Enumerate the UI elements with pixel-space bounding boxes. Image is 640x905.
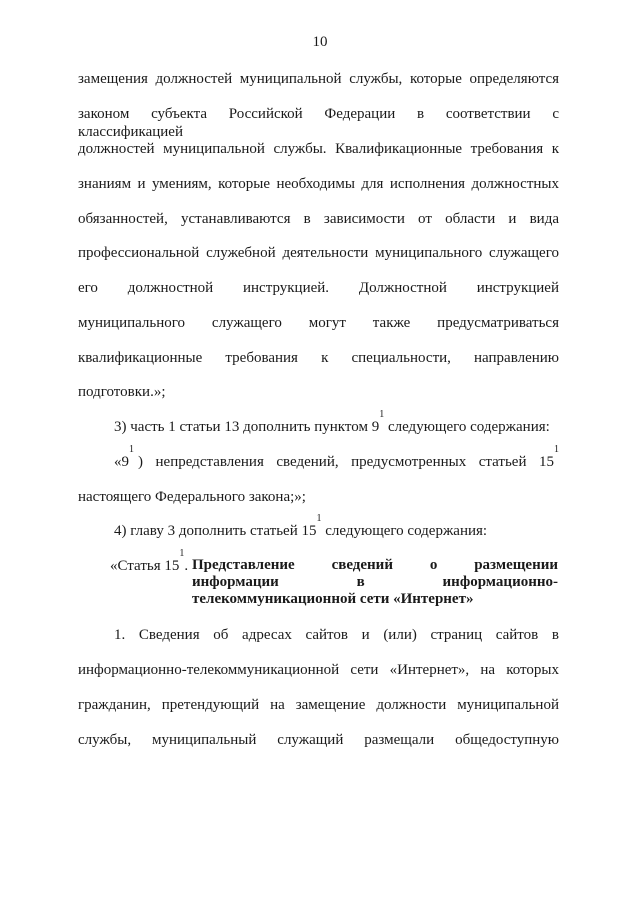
article-label: «Статья $15^1$. bbox=[110, 548, 189, 574]
text-line: должностей муниципальной службы. Квалификационные требования к bbox=[78, 141, 559, 157]
article-title-line: телекоммуникационной сети «Интернет» bbox=[192, 591, 474, 607]
amendment-item-4: 4) главу 3 дополнить статьей $15^1$ следующего содержания: bbox=[114, 513, 488, 539]
text-line: обязанностей, устанавливаются в зависимости от области и вида bbox=[78, 211, 559, 227]
text-line: гражданин, претендующий на замещение должности муниципальной bbox=[78, 697, 559, 713]
text-line: квалификационные требования к специальности, направлению bbox=[78, 350, 559, 366]
article-title bbox=[192, 557, 558, 608]
article-title-line: информации в информационно- bbox=[192, 574, 558, 590]
text-line: замещения должностей муниципальной службы, которые определяются bbox=[78, 71, 559, 87]
text-line: его должностной инструкцией. Должностной инструкцией bbox=[78, 280, 559, 296]
text-line: знаниям и умениям, которые необходимы для исполнения должностных bbox=[78, 176, 559, 192]
quoted-point-9-1: «$9^1$ ) непредставления сведений, предусмотренных статьей 15 $^1$ bbox=[114, 444, 559, 470]
page-number: 10 bbox=[312, 34, 328, 50]
text-line: муниципального служащего могут также предусматриваться bbox=[78, 315, 559, 331]
text-line: службы, муниципальный служащий размещали общедоступную bbox=[78, 732, 559, 748]
text-line: законом субъекта Российской Федерации в соответствии с классификацией bbox=[78, 106, 559, 140]
quote-text: ) непредставления сведений, предусмотренных статьей 15 bbox=[138, 454, 554, 470]
article-title-line: Представление сведений о размещении bbox=[192, 557, 558, 573]
text-line: профессиональной служебной деятельности муниципального служащего bbox=[78, 245, 559, 261]
amendment-item-3: 3) часть 1 статьи 13 дополнить пунктом $9^1$ следующего содержания: bbox=[114, 409, 550, 435]
text-line: настоящего Федерального закона;»; bbox=[78, 489, 306, 505]
text-line: информационно-телекоммуникационной сети «Интернет», на которых bbox=[78, 662, 559, 678]
text-line: 1. Сведения об адресах сайтов и (или) страниц сайтов в bbox=[114, 627, 559, 643]
text-line: подготовки.»; bbox=[78, 384, 166, 400]
